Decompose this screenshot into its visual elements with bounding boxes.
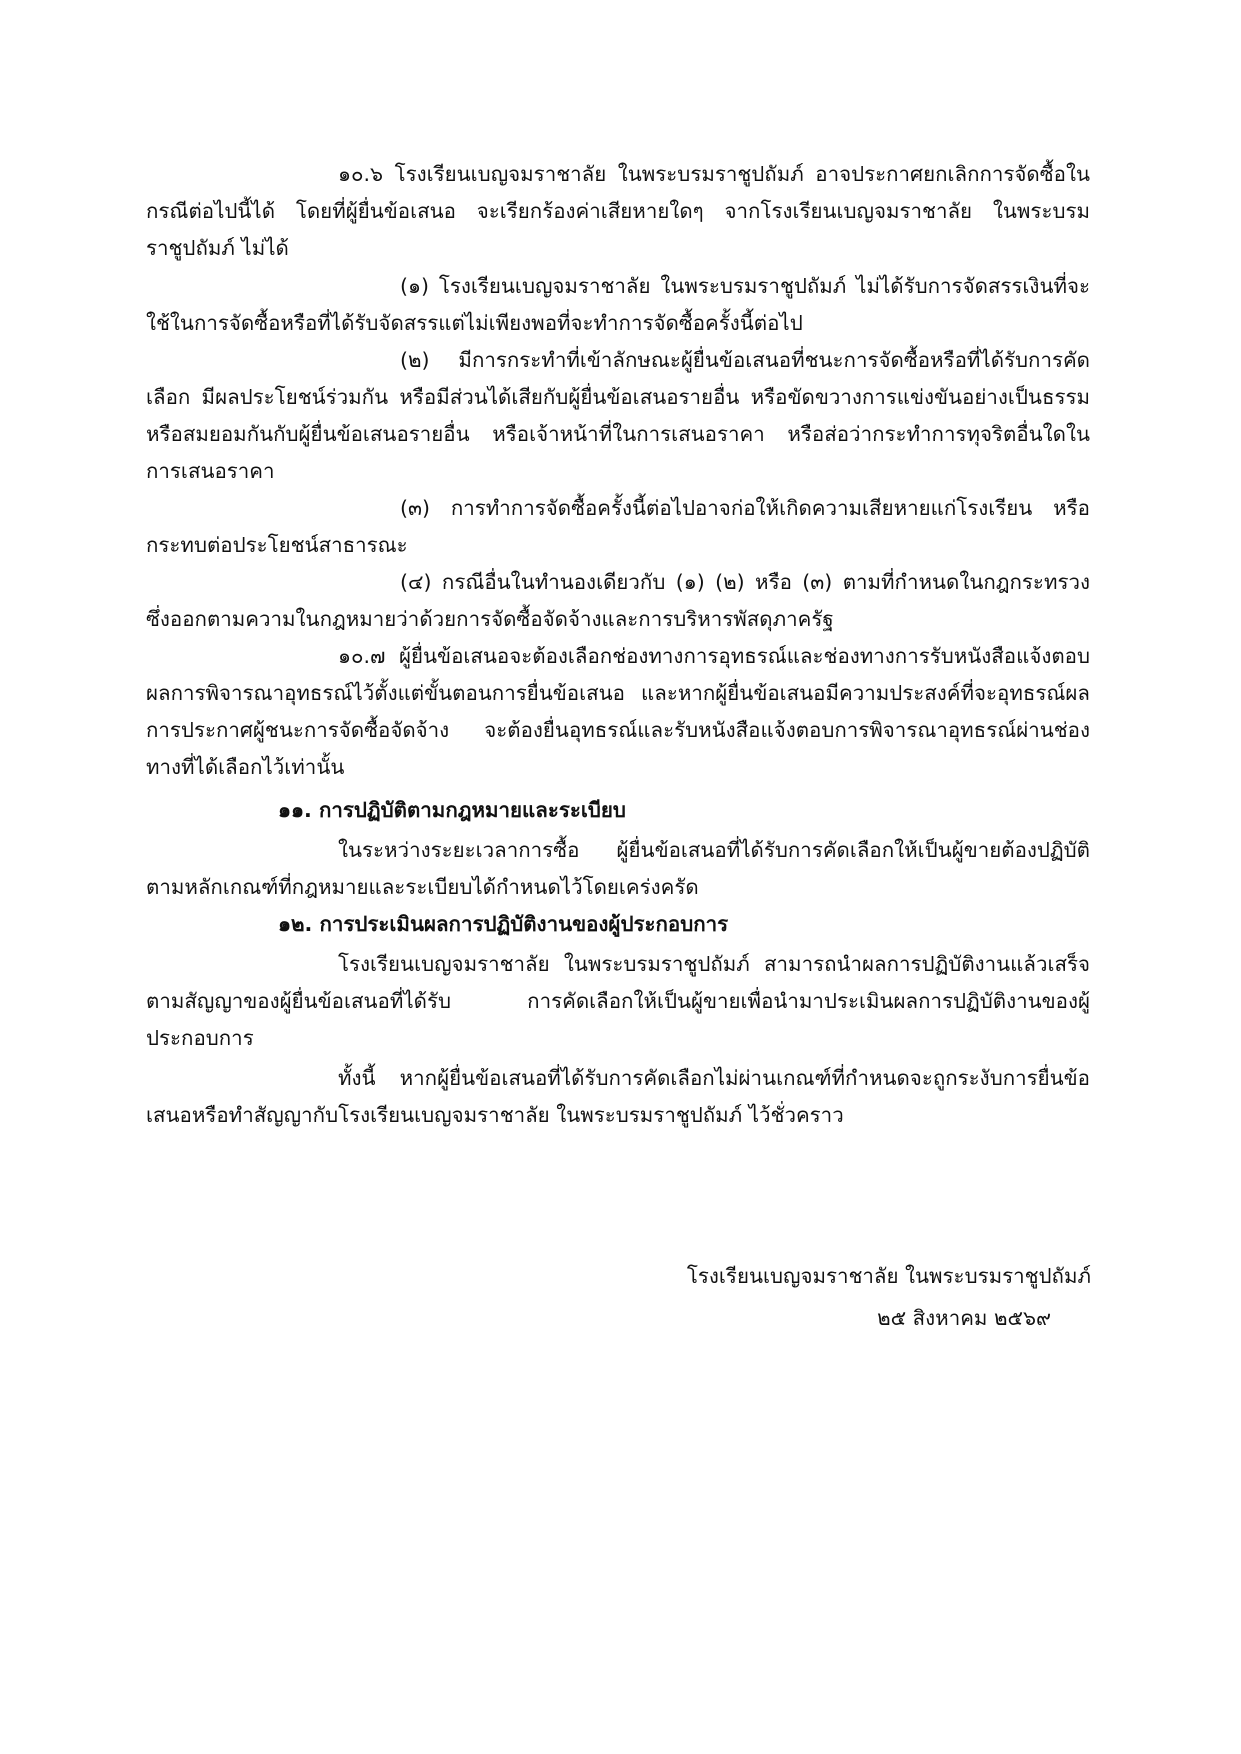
clause-10-6-item-4: (๔) กรณีอื่นในทำนองเดียวกับ (๑) (๒) หรือ (๓) ตามที่กำหนดในกฎกระทรวงซึ่งออกตามความในกฎหมายว่าด้วยการจัดซื้อจัดจ้างและการบริหารพัสดุภาครัฐ	[146, 570, 1090, 631]
section-12-text-1: โรงเรียนเบญจมราชาลัย ในพระบรมราชูปถัมภ์ สามารถนำผลการปฏิบัติงานแล้วเสร็จตามสัญญาของผู้ยื่นข้อเสนอที่ได้รับ การคัดเลือกให้เป็นผู้ขายเพื่อนำมาประเมินผลการปฏิบัติงานของผู้ประกอบการ	[146, 952, 1090, 1050]
clause-10-7-text: ๑๐.๗ ผู้ยื่นข้อเสนอจะต้องเลือกช่องทางการอุทธรณ์และช่องทางการรับหนังสือแจ้งตอบผลการพิจารณาอุทธรณ์ไว้ตั้งแต่ขั้นตอนการยื่นข้อเสนอ และหากผู้ยื่นข้อเสนอมีความประสงค์ที่จะอุทธรณ์ผลการประกาศผู้ชนะการจัดซื้อจัดจ้าง จะต้องยื่นอุทธรณ์และรับหนังสือแจ้งตอบการพิจารณาอุทธรณ์ผ่านช่องทางที่ได้เลือกไว้เท่านั้น	[146, 644, 1090, 779]
section-12-heading: ๑๒. การประเมินผลการปฏิบัติงานของผู้ประกอบการ	[278, 912, 729, 936]
clause-10-6-intro: ๑๐.๖ โรงเรียนเบญจมราชาลัย ในพระบรมราชูปถัมภ์ อาจประกาศยกเลิกการจัดซื้อในกรณีต่อไปนี้ได้ โดยที่ผู้ยื่นข้อเสนอ จะเรียกร้องค่าเสียหายใดๆ จากโรงเรียนเบญจมราชาลัย ในพระบรมราชูปถัมภ์ ไม่ได้	[146, 162, 1090, 260]
signature-organization: โรงเรียนเบญจมราชาลัย ในพระบรมราชูปถัมภ์	[686, 1264, 1091, 1288]
section-11-heading: ๑๑. การปฏิบัติตามกฎหมายและระเบียบ	[278, 798, 626, 822]
signature-date: ๒๕ สิงหาคม ๒๕๖๙	[877, 1306, 1051, 1330]
clause-10-6-item-3: (๓) การทำการจัดซื้อครั้งนี้ต่อไปอาจก่อให้เกิดความเสียหายแก่โรงเรียน หรือกระทบต่อประโยชน์สาธารณะ	[146, 496, 1090, 557]
clause-10-6-item-2: (๒) มีการกระทำที่เข้าลักษณะผู้ยื่นข้อเสนอที่ชนะการจัดซื้อหรือที่ได้รับการคัดเลือก มีผลประโยชน์ร่วมกัน หรือมีส่วนได้เสียกับผู้ยื่นข้อเสนอรายอื่น หรือขัดขวางการแข่งขันอย่างเป็นธรรม หรือสมยอมกันกับผู้ยื่นข้อเสนอรายอื่น หรือเจ้าหน้าที่ในการเสนอราคา หรือส่อว่ากระทำการทุจริตอื่นใดในการเสนอราคา	[146, 348, 1090, 483]
section-11-text: ในระหว่างระยะเวลาการซื้อ ผู้ยื่นข้อเสนอที่ได้รับการคัดเลือกให้เป็นผู้ขายต้องปฏิบัติตามหลักเกณฑ์ที่กฎหมายและระเบียบได้กำหนดไว้โดยเคร่งครัด	[146, 838, 1090, 899]
clause-10-6-item-1: (๑) โรงเรียนเบญจมราชาลัย ในพระบรมราชูปถัมภ์ ไม่ได้รับการจัดสรรเงินที่จะใช้ในการจัดซื้อหรือที่ได้รับจัดสรรแต่ไม่เพียงพอที่จะทำการจัดซื้อครั้งนี้ต่อไป	[146, 274, 1090, 335]
section-12-text-2: ทั้งนี้ หากผู้ยื่นข้อเสนอที่ได้รับการคัดเลือกไม่ผ่านเกณฑ์ที่กำหนดจะถูกระงับการยื่นข้อเสนอหรือทำสัญญากับโรงเรียนเบญจมราชาลัย ในพระบรมราชูปถัมภ์ ไว้ชั่วคราว	[146, 1066, 1090, 1127]
